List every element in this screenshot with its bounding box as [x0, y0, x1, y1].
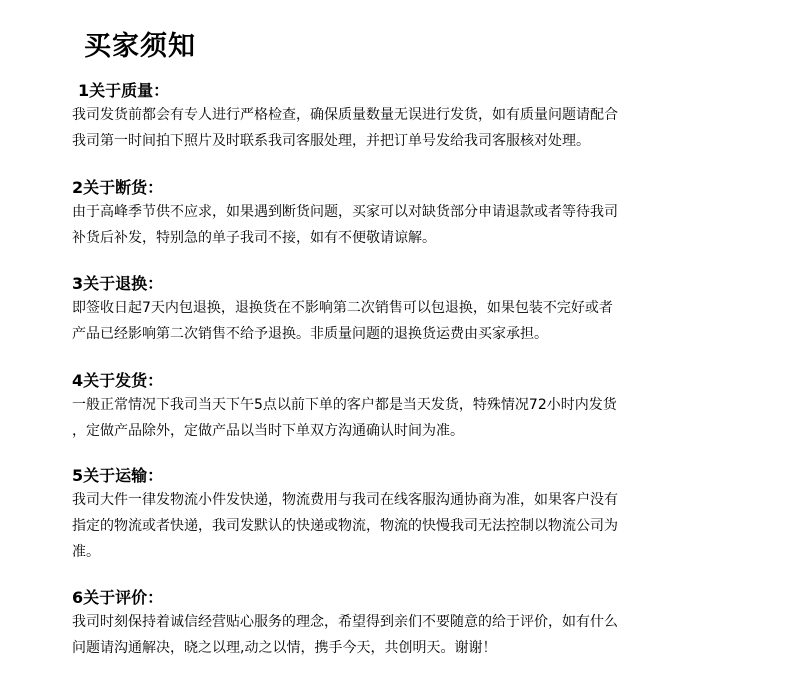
body-line: 我司大件一律发物流小件发快递，物流费用与我司在线客服沟通协商为准，如果客户没有: [72, 492, 618, 508]
section-heading: 3关于退换：: [72, 274, 164, 293]
body-line: 即签收日起7天内包退换，退换货在不影响第二次销售可以包退换，如果包装不完好或者: [72, 300, 613, 316]
body-line: 一般正常情况下我司当天下午5点以前下单的客户都是当天发货，特殊情况72小时内发货: [72, 397, 617, 413]
body-line: 由于高峰季节供不应求，如果遇到断货问题，买家可以对缺货部分申请退款或者等待我司: [72, 204, 618, 220]
section-body: [72, 487, 752, 565]
section-heading: 4关于发货：: [72, 371, 164, 390]
body-line: 我司时刻保持着诚信经营贴心服务的理念，希望得到亲们不要随意的给于评价，如有什么: [72, 614, 618, 630]
section-returns: [72, 273, 752, 347]
section-heading: 2关于断货：: [72, 178, 164, 197]
body-line: 准。: [72, 544, 100, 560]
section-body: [72, 609, 752, 661]
section-reviews: [72, 587, 752, 661]
page-title: 买家须知: [84, 31, 196, 62]
section-heading: 5关于运输：: [72, 466, 164, 485]
section-heading: 1关于质量：: [78, 81, 170, 100]
section-out-of-stock: [72, 177, 752, 251]
body-line: 问题请沟通解决，晓之以理,动之以情，携手今天，共创明天。谢谢！: [72, 640, 497, 656]
body-line: 指定的物流或者快递，我司发默认的快递或物流，物流的快慢我司无法控制以物流公司为: [72, 518, 618, 534]
section-body: [72, 102, 752, 154]
section-shipping: [72, 370, 752, 444]
section-body: [72, 199, 752, 251]
body-line: ，定做产品除外，定做产品以当时下单双方沟通确认时间为准。: [72, 423, 464, 439]
body-line: 补货后补发，特别急的单子我司不接，如有不便敬请谅解。: [72, 230, 436, 246]
section-transport: [72, 465, 752, 565]
section-heading: 6关于评价：: [72, 588, 164, 607]
body-line: 产品已经影响第二次销售不给予退换。非质量问题的退换货运费由买家承担。: [72, 326, 548, 342]
body-line: 我司发货前都会有专人进行严格检查，确保质量数量无误进行发货，如有质量问题请配合: [72, 107, 618, 123]
section-body: [72, 392, 752, 444]
body-line: 我司第一时间拍下照片及时联系我司客服处理，并把订单号发给我司客服核对处理。: [72, 133, 590, 149]
section-quality: [72, 80, 752, 154]
section-body: [72, 295, 752, 347]
